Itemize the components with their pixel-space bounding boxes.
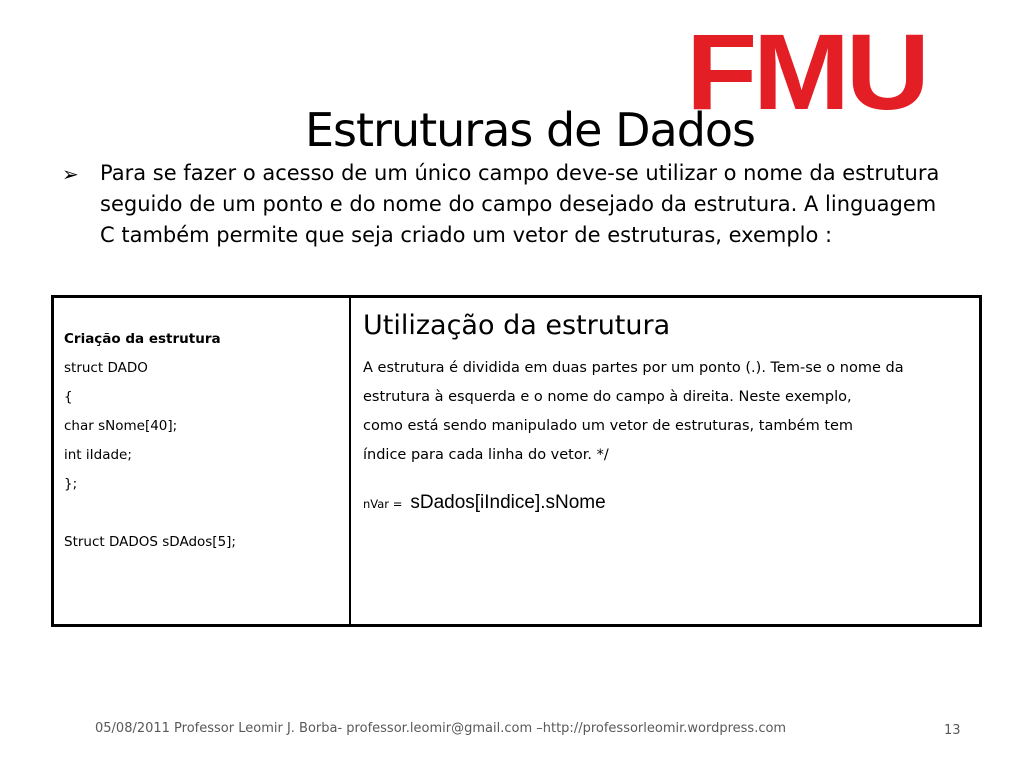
creation-heading: Criação da estrutura — [64, 331, 221, 347]
usage-description — [363, 354, 904, 470]
code-line: }; — [64, 476, 78, 492]
slide-footer: 05/08/2011 Professor Leomir J. Borba- professor.leomir@gmail.com –http://professorleomir.wordpress.com — [95, 721, 787, 736]
code-line: int iIdade; — [64, 447, 132, 463]
desc-line: índice para cada linha do vetor. */ — [363, 447, 609, 463]
slide-title: Estruturas de Dados — [304, 103, 756, 157]
code-block — [64, 325, 236, 557]
desc-line: estrutura à esquerda e o nome do campo à direita. Neste exemplo, — [363, 389, 852, 405]
usage-heading: Utilização da estrutura — [363, 310, 671, 341]
expression-rhs: sDados[iIndice].sNome — [410, 492, 606, 513]
structure-table — [51, 295, 982, 627]
desc-line: A estrutura é dividida em duas partes por um ponto (.). Tem-se o nome da — [363, 360, 904, 376]
code-line: struct DADO — [64, 360, 148, 376]
usage-expression — [363, 492, 606, 514]
code-line: { — [64, 389, 73, 405]
desc-line: como está sendo manipulado um vetor de estruturas, também tem — [363, 418, 854, 434]
code-line: char sNome[40]; — [64, 418, 178, 434]
bullet-text: Para se fazer o acesso de um único campo deve-se utilizar o nome da estrutura seguido de um ponto e do nome do campo desejado da estrutura. A linguagem C também permite que seja criado um vetor de estruturas, exemplo : — [100, 161, 940, 247]
code-line: Struct DADOS sDAdos[5]; — [64, 534, 236, 550]
code-line — [64, 499, 236, 528]
page-number: 13 — [944, 723, 961, 738]
table-cell-usage — [353, 298, 979, 624]
table-cell-creation — [54, 298, 351, 624]
fmu-logo: FMU — [686, 11, 926, 132]
arrow-bullet-icon: ➢ — [62, 162, 79, 186]
expression-lhs: nVar = — [363, 497, 403, 511]
